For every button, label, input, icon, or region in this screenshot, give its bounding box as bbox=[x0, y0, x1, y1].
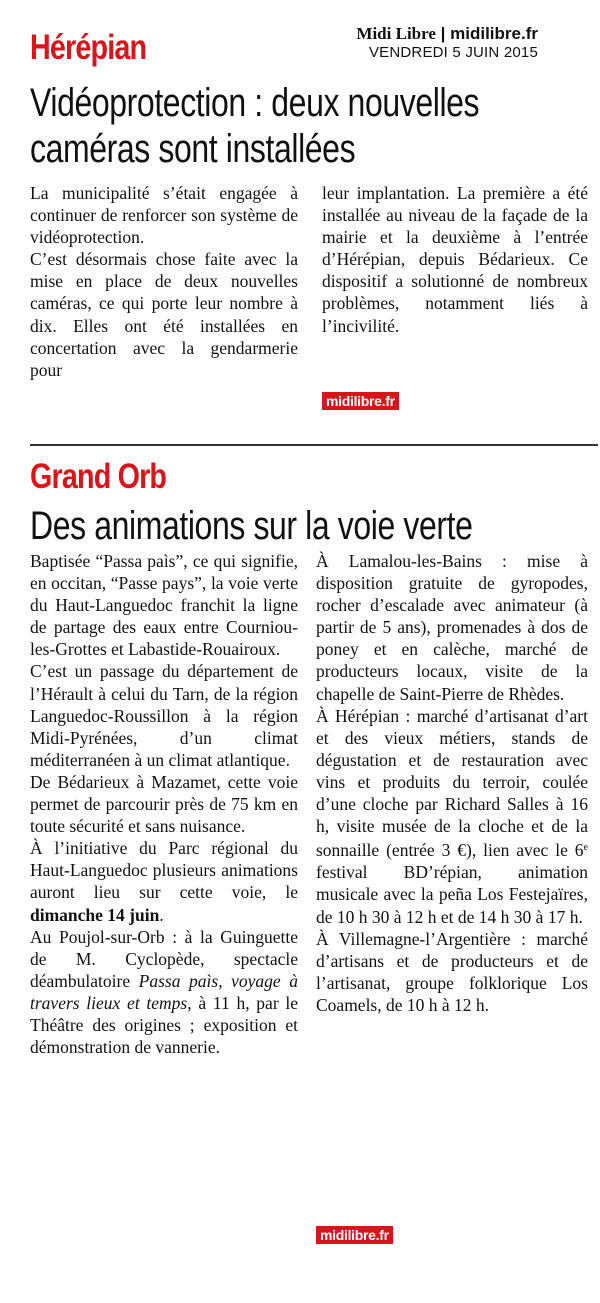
text-run: À l’initiative du Parc régional du Haut-Languedoc plusieurs animations auront lieu sur cette voie, le bbox=[30, 838, 298, 903]
text-run: Au Poujol-sur-Orb : à la Guinguette de M. Cyclopède, spectacle déambulatoire bbox=[30, 926, 298, 991]
article2-paragraph bbox=[30, 837, 298, 925]
masthead-brand bbox=[356, 24, 538, 44]
show-title: Passa paìs, voyage à travers lieux et temps bbox=[30, 970, 298, 1013]
masthead-site: midilibre.fr bbox=[450, 24, 538, 43]
article1-town-kicker: Hérépian bbox=[30, 28, 147, 67]
article1-paragraph: C’est désormais chose faite avec la mise en place de deux nouvelles caméras, ce qui porte leur nombre à dix. Elles ont été installées en concertation avec la gendarmerie pour bbox=[30, 249, 298, 380]
masthead bbox=[356, 24, 538, 62]
text-run: festival BD’répian, animation musicale avec la peña Los Festejaïres, de 10 h 30 à 12 h et de 14 h 30 à 17 h. bbox=[316, 862, 588, 927]
article2-paragraph bbox=[30, 926, 298, 1059]
article1-column1 bbox=[30, 182, 298, 381]
article1-column2 bbox=[322, 182, 588, 337]
article2-column2 bbox=[316, 550, 588, 1016]
article1-paragraph: La municipalité s’était engagée à continuer de renforcer son système de vidéoprotection. bbox=[30, 183, 298, 248]
article1-title-line1: Vidéoprotection : deux nouvelles bbox=[30, 81, 480, 125]
article1-midilibre-badge: midilibre.fr bbox=[322, 392, 399, 410]
article2-title: Des animations sur la voie verte bbox=[30, 504, 473, 548]
section-divider bbox=[30, 444, 598, 446]
article2-paragraph: À Villemagne-l’Argentière : marché d’artisans et de producteurs et de l’artisanat, groupe folklorique Los Coamels, de 10 h à 12 h. bbox=[316, 928, 588, 1015]
article1-title-line2: caméras sont installées bbox=[30, 127, 356, 171]
article2-paragraph bbox=[316, 705, 588, 928]
article1-paragraph: leur implantation. La première a été installée au niveau de la façade de la mairie et la deuxième à l’entrée d’Hérépian, depuis Bédarieux. Ce dispositif a solutionné de nombreux problèmes, notamment liés à l’incivilité. bbox=[322, 183, 588, 336]
text-run: À Hérépian : marché d’artisanat d’art et des vieux métiers, stands de dégustation et de restauration avec vins et produits du terroir, coulée d’une cloche par Richard Salles à 16 h, visite musée de la cloche et de la sonnaille (entrée 3 €), lien avec le 6 bbox=[316, 705, 588, 861]
article2-town-kicker: Grand Orb bbox=[30, 457, 167, 496]
event-date: dimanche 14 juin bbox=[30, 904, 160, 925]
article2-paragraph: C’est un passage du département de l’Hérault à celui du Tarn, de la région Languedoc-Roussillon à la région Midi-Pyrénées, d’un climat méditerranéen à un climat atlantique. bbox=[30, 661, 298, 770]
masthead-date: VENDREDI 5 JUIN 2015 bbox=[368, 44, 538, 61]
article2-paragraph: Baptisée “Passa paìs”, ce qui signifie, en occitan, “Passe pays”, la voie verte du Haut-Languedoc franchit la ligne de partage des eaux entre Courniou-les-Grottes et Labastide-Rouairoux. bbox=[30, 551, 298, 660]
article2-paragraph: De Bédarieux à Mazamet, cette voie permet de parcourir près de 75 km en toute sécurité et sans nuisance. bbox=[30, 771, 298, 837]
masthead-separator: | bbox=[440, 24, 446, 43]
article2-paragraph: À Lamalou-les-Bains : mise à disposition gratuite de gyropodes, rocher d’escalade avec animateur (à partir de 5 ans), promenades à dos de poney et en calèche, marché de producteurs locaux, visite de la chapelle de Saint-Pierre de Rhèdes. bbox=[316, 551, 588, 704]
text-run: . bbox=[159, 904, 164, 925]
superscript: e bbox=[583, 842, 588, 854]
text-run: , à 11 h, par le Théâtre des origines ; exposition et démonstration de vannerie. bbox=[30, 992, 299, 1058]
article2-midilibre-badge: midilibre.fr bbox=[316, 1226, 393, 1244]
masthead-brand-name: Midi Libre bbox=[356, 24, 436, 43]
article2-column1 bbox=[30, 550, 298, 1058]
